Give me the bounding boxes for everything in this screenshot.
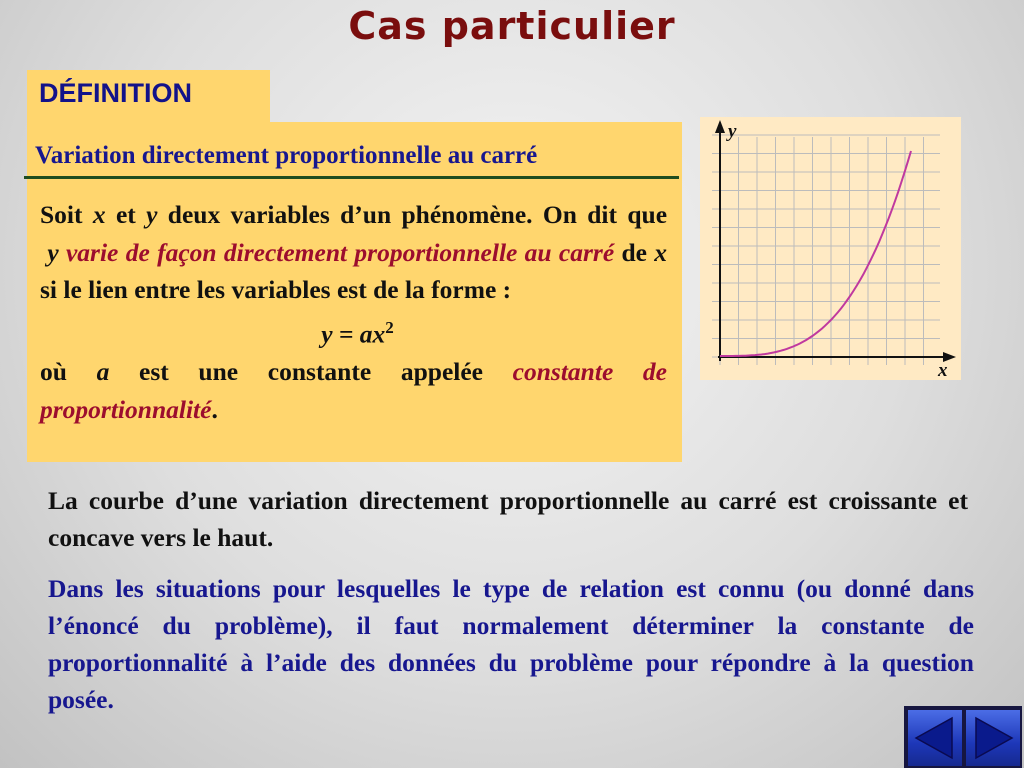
variable-y: y (146, 200, 158, 229)
divider (24, 176, 679, 179)
text-fragment: de (614, 237, 655, 267)
text-fragment: deux variables d’un phénomène. On dit que (157, 200, 668, 229)
paragraph-curve: La courbe d’une variation directement proportionnelle au carré est croissante et concave vers le haut. (48, 486, 968, 552)
text-fragment: et (105, 200, 147, 229)
next-slide-button[interactable] (966, 710, 1020, 766)
page-title: Cas particulier (348, 4, 676, 48)
variable-x: x (654, 237, 668, 267)
text-fragment: . (211, 395, 218, 425)
emphasis-term: varie de façon directement proportionnelle au carré (65, 237, 615, 267)
text-fragment: où (40, 357, 97, 387)
definition-tab (27, 70, 270, 122)
text-fragment: Soit (40, 200, 93, 229)
definition-subtitle: Variation directement proportionnelle au carré (35, 142, 538, 169)
formula (40, 309, 667, 353)
arrow-right-icon (966, 710, 1020, 766)
paragraph-situations: Dans les situations pour lesquelles le type de relation est connu (ou donné dans l’énoncé du problème), il faut normalement déterminer la constante de proportionnalité à l’aide des données du problème pour répondre à la question posée. (48, 574, 974, 714)
emphasis-term: constante de proportionnalité (40, 357, 667, 425)
variable-a: a (96, 357, 110, 387)
text-fragment: si le lien entre les variables est de la forme : (40, 275, 512, 305)
previous-slide-button[interactable] (908, 710, 962, 766)
variable-y: y (47, 237, 59, 267)
definition-text (40, 196, 667, 429)
definition-box (27, 122, 682, 462)
y-axis-label: y (728, 121, 737, 142)
x-axis-label: x (938, 360, 948, 380)
formula-text: y = ax (321, 319, 386, 349)
graph-svg (700, 117, 961, 380)
navigation-bar (904, 706, 1022, 768)
graph-panel (700, 117, 961, 380)
growth-curve (720, 151, 911, 356)
y-axis-arrow-icon (715, 120, 725, 133)
variable-x: x (92, 200, 106, 229)
text-fragment: est une constante appelée (109, 357, 513, 387)
formula-exponent: 2 (385, 318, 394, 338)
arrow-left-icon (908, 710, 962, 766)
definition-tab-label: DÉFINITION (39, 78, 192, 108)
